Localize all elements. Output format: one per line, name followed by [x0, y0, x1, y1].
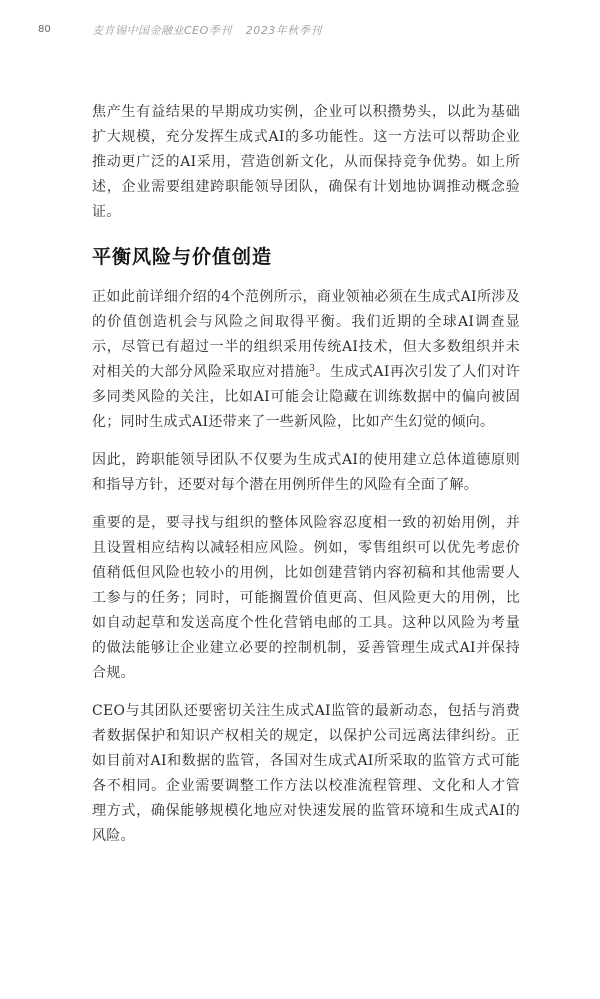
section-heading: 平衡风险与价值创造: [92, 246, 273, 268]
running-title: [92, 22, 322, 38]
running-header: [0, 22, 600, 44]
article-body: [92, 100, 520, 862]
paragraph-3: 因此，跨职能领导团队不仅要为生成式AI的使用建立总体道德原则和指导方针，还要对每个潜在用例所伴生的风险有全面了解。: [92, 452, 520, 493]
page-number: 80: [38, 24, 51, 35]
paragraph-5: CEO与其团队还要密切关注生成式AI监管的最新动态，包括与消费者数据保护和知识产权相关的规定，以保护公司远离法律纠纷。正如目前对AI和数据的监管，各国对生成式AI所采取的监管方式可能各不相同。企业需要调整工作方法以校准流程管理、文化和人才管理方式，确保能够规模化地应对快速发展的监管环境和生成式AI的风险。: [92, 703, 520, 844]
paragraph-2: [92, 285, 520, 435]
paragraph-4: 重要的是，要寻找与组织的整体风险容忍度相一致的初始用例，并且设置相应结构以减轻相应风险。例如，零售组织可以优先考虑价值稍低但风险也较小的用例，比如创建营销内容初稿和其他需要人工参与的任务；同时，可能搁置价值更高、但风险更大的用例，比如自动起草和发送高度个性化营销电邮的工具。这种以风险为考量的做法能够让企业建立必要的控制机制，妥善管理生成式AI并保持合规。: [92, 515, 520, 681]
footnote-ref-3[interactable]: 3: [309, 364, 316, 374]
paragraph-2-text-b: 。生成式AI再次引发了人们对许多同类风险的关注，比如AI可能会让隐藏在训练数据中的偏向被固化；同时生成式AI还带来了一些新风险，比如产生幻觉的倾向。: [92, 364, 521, 430]
issue-label: 2023年秋季刊: [245, 24, 322, 37]
publication-name: 麦肯锡中国金融业CEO季刊: [92, 24, 232, 37]
paragraph-1: 焦产生有益结果的早期成功实例，企业可以积攒势头，以此为基础扩大规模，充分发挥生成式AI的多功能性。这一方法可以帮助企业推动更广泛的AI采用，营造创新文化，从而保持竞争优势。如上所述，企业需要组建跨职能领导团队，确保有计划地协调推动概念验证。: [92, 104, 520, 220]
paragraph-2-text-a: 正如此前详细介绍的4个范例所示，商业领袖必须在生成式AI所涉及的价值创造机会与风险之间取得平衡。我们近期的全球AI调查显示，尽管已有超过一半的组织采用传统AI技术，但大多数组织并未对相关的大部分风险采取应对措施: [92, 289, 520, 380]
